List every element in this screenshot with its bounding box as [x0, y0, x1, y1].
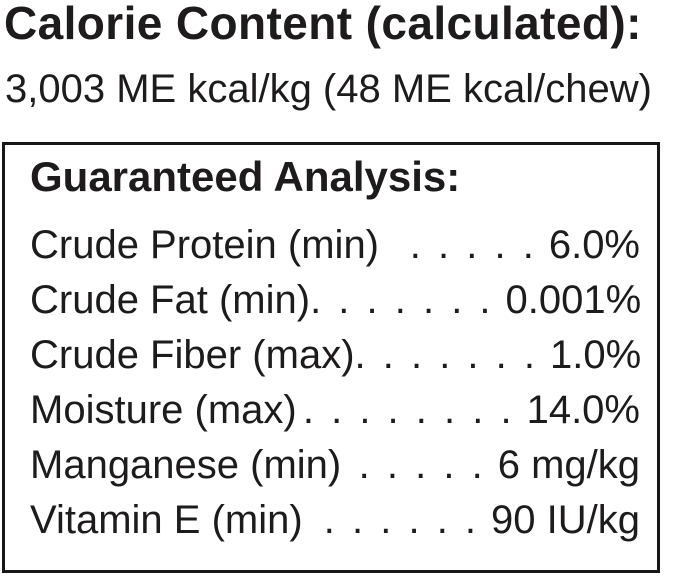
nutrient-label: Moisture (max) — [30, 388, 297, 432]
dot-leader: . . . . . . . . — [302, 388, 513, 432]
nutrient-label: Crude Protein (min) — [30, 223, 380, 267]
analysis-row-crude-protein — [30, 218, 640, 273]
dot-leader: . . . . . . . — [310, 278, 492, 322]
dot-leader: . . . . . — [409, 223, 535, 267]
row-right-group — [359, 438, 640, 493]
nutrient-label: Vitamin E (min) — [30, 498, 303, 542]
calorie-content-title: Calorie Content (calculated): — [4, 0, 642, 49]
row-right-group — [355, 328, 642, 383]
analysis-row-vitamin-e — [30, 493, 640, 548]
dot-leader: . . . . . . . — [354, 333, 536, 377]
nutrient-value: 90 IU/kg — [491, 498, 640, 542]
nutrient-value: 6 mg/kg — [497, 443, 640, 487]
analysis-row-crude-fiber — [30, 328, 640, 383]
nutrient-value: 0.001% — [505, 278, 642, 322]
nutrient-value: 6.0% — [548, 223, 640, 267]
dot-leader: . . . . . . — [323, 498, 478, 542]
row-right-group — [324, 493, 640, 548]
dot-leader: . . . . . — [358, 443, 484, 487]
analysis-row-moisture — [30, 383, 640, 438]
analysis-row-crude-fat — [30, 273, 640, 328]
analysis-rows — [30, 218, 640, 548]
nutrient-label: Crude Fat (min) — [30, 278, 311, 322]
nutrient-label: Crude Fiber (max) — [30, 333, 355, 377]
nutrient-label: Manganese (min) — [30, 443, 342, 487]
nutrient-value: 1.0% — [550, 333, 642, 377]
nutrient-value: 14.0% — [526, 388, 640, 432]
analysis-row-manganese — [30, 438, 640, 493]
guaranteed-analysis-box — [2, 142, 660, 573]
row-right-group — [410, 218, 640, 273]
row-right-group — [310, 273, 641, 328]
row-right-group — [303, 383, 640, 438]
guaranteed-analysis-heading: Guaranteed Analysis: — [30, 153, 461, 200]
calorie-content-value: 3,003 ME kcal/kg (48 ME kcal/chew) — [5, 67, 652, 111]
